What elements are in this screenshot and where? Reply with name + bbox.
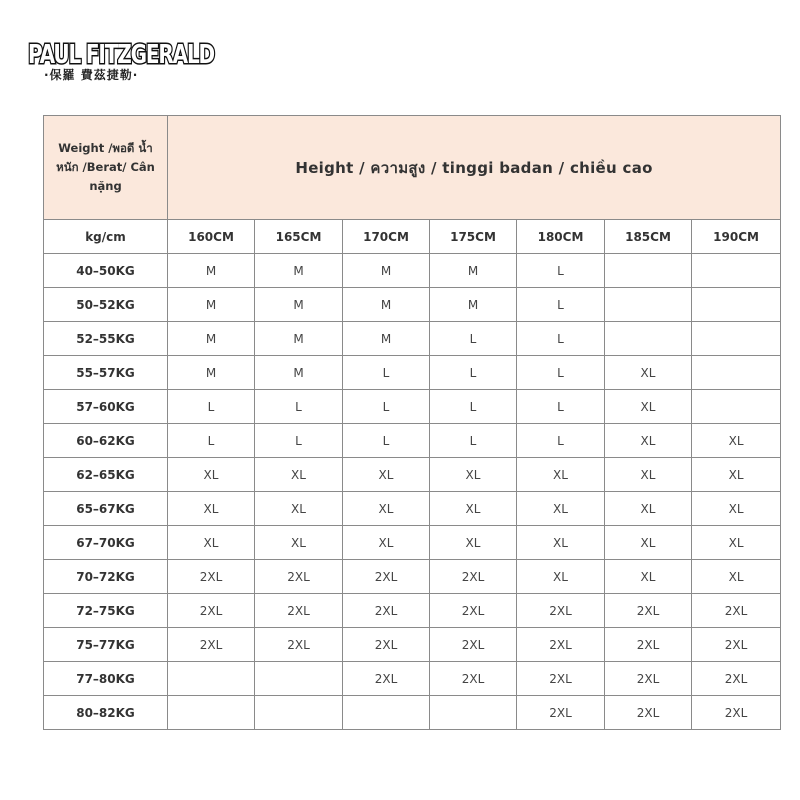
- size-cell: XL: [692, 458, 781, 492]
- size-cell: XL: [168, 492, 255, 526]
- row-weight-label: 72–75KG: [44, 594, 168, 628]
- size-cell: XL: [430, 526, 517, 560]
- row-weight-label: 40–50KG: [44, 254, 168, 288]
- size-cell: 2XL: [168, 628, 255, 662]
- size-cell: L: [517, 356, 605, 390]
- size-cell: XL: [430, 492, 517, 526]
- weight-header: Weight /พอดี น้ำหนัก /Berat/ Cân nặng: [44, 116, 168, 220]
- size-cell: [692, 356, 781, 390]
- size-cell: 2XL: [343, 628, 430, 662]
- size-cell: 2XL: [430, 560, 517, 594]
- brand-subtitle: ·保羅 費茲捷勒·: [44, 68, 139, 82]
- table-row: [44, 696, 781, 730]
- size-cell: 2XL: [605, 594, 692, 628]
- size-cell: [605, 322, 692, 356]
- size-cell: 2XL: [168, 560, 255, 594]
- size-cell: M: [255, 356, 343, 390]
- table-row: [44, 288, 781, 322]
- size-cell: [168, 696, 255, 730]
- size-cell: 2XL: [692, 628, 781, 662]
- size-cell: 2XL: [255, 628, 343, 662]
- row-weight-label: 50–52KG: [44, 288, 168, 322]
- size-cell: 2XL: [517, 628, 605, 662]
- size-cell: 2XL: [430, 662, 517, 696]
- size-cell: L: [517, 322, 605, 356]
- row-weight-label: 67–70KG: [44, 526, 168, 560]
- size-cell: 2XL: [517, 594, 605, 628]
- column-header-height: 185CM: [605, 220, 692, 254]
- column-label-row: [44, 220, 781, 254]
- size-cell: XL: [605, 458, 692, 492]
- table-row: [44, 322, 781, 356]
- size-cell: XL: [692, 526, 781, 560]
- size-cell: 2XL: [430, 594, 517, 628]
- size-cell: XL: [255, 458, 343, 492]
- size-cell: XL: [605, 492, 692, 526]
- row-weight-label: 70–72KG: [44, 560, 168, 594]
- size-cell: 2XL: [255, 594, 343, 628]
- table-row: [44, 526, 781, 560]
- size-cell: [692, 254, 781, 288]
- brand-logo-wordmark: [26, 30, 218, 70]
- row-weight-label: 65–67KG: [44, 492, 168, 526]
- size-cell: M: [343, 254, 430, 288]
- size-cell: 2XL: [343, 662, 430, 696]
- size-cell: XL: [605, 424, 692, 458]
- size-cell: XL: [605, 560, 692, 594]
- size-cell: XL: [168, 526, 255, 560]
- row-weight-label: 80–82KG: [44, 696, 168, 730]
- size-cell: L: [430, 356, 517, 390]
- size-cell: L: [517, 288, 605, 322]
- table-row: [44, 492, 781, 526]
- size-cell: [692, 288, 781, 322]
- size-cell: [255, 696, 343, 730]
- table-row: [44, 458, 781, 492]
- row-weight-label: 62–65KG: [44, 458, 168, 492]
- brand-name-text: PAUL FITZGERALD: [28, 40, 215, 70]
- table-row: [44, 424, 781, 458]
- size-cell: 2XL: [343, 594, 430, 628]
- column-header-height: 165CM: [255, 220, 343, 254]
- size-cell: XL: [430, 458, 517, 492]
- column-header-height: 170CM: [343, 220, 430, 254]
- size-cell: M: [255, 322, 343, 356]
- size-cell: M: [168, 356, 255, 390]
- size-cell: L: [343, 424, 430, 458]
- size-cell: [692, 390, 781, 424]
- size-cell: XL: [343, 458, 430, 492]
- size-cell: M: [168, 288, 255, 322]
- table-row: [44, 662, 781, 696]
- table-row: [44, 628, 781, 662]
- size-cell: XL: [605, 356, 692, 390]
- table-row: [44, 594, 781, 628]
- row-weight-label: 60–62KG: [44, 424, 168, 458]
- size-cell: 2XL: [605, 628, 692, 662]
- size-cell: 2XL: [517, 696, 605, 730]
- size-cell: [255, 662, 343, 696]
- size-cell: M: [430, 288, 517, 322]
- size-cell: 2XL: [692, 594, 781, 628]
- size-cell: 2XL: [255, 560, 343, 594]
- size-cell: M: [168, 254, 255, 288]
- size-cell: XL: [517, 492, 605, 526]
- size-chart-table: [43, 115, 781, 730]
- size-cell: 2XL: [343, 560, 430, 594]
- size-cell: L: [255, 424, 343, 458]
- size-cell: M: [255, 288, 343, 322]
- column-header-height: 180CM: [517, 220, 605, 254]
- row-weight-label: 57–60KG: [44, 390, 168, 424]
- size-cell: L: [168, 424, 255, 458]
- column-header-height: 175CM: [430, 220, 517, 254]
- size-cell: 2XL: [430, 628, 517, 662]
- size-cell: M: [343, 288, 430, 322]
- size-cell: L: [255, 390, 343, 424]
- row-weight-label: 55–57KG: [44, 356, 168, 390]
- size-cell: XL: [255, 492, 343, 526]
- size-cell: XL: [692, 492, 781, 526]
- row-weight-label: 52–55KG: [44, 322, 168, 356]
- size-cell: [430, 696, 517, 730]
- size-cell: XL: [605, 390, 692, 424]
- size-cell: L: [430, 424, 517, 458]
- column-header-height: 190CM: [692, 220, 781, 254]
- size-cell: XL: [692, 424, 781, 458]
- column-header-height: 160CM: [168, 220, 255, 254]
- size-cell: L: [517, 254, 605, 288]
- size-cell: XL: [255, 526, 343, 560]
- height-header: Height / ความสูง / tinggi badan / chiều cao: [168, 116, 781, 220]
- size-cell: 2XL: [605, 696, 692, 730]
- size-cell: XL: [517, 526, 605, 560]
- size-cell: XL: [168, 458, 255, 492]
- row-weight-label: 77–80KG: [44, 662, 168, 696]
- size-cell: XL: [605, 526, 692, 560]
- size-cell: XL: [343, 526, 430, 560]
- size-cell: [605, 254, 692, 288]
- table-row: [44, 254, 781, 288]
- size-cell: 2XL: [692, 696, 781, 730]
- size-cell: XL: [517, 560, 605, 594]
- size-cell: M: [255, 254, 343, 288]
- size-cell: 2XL: [692, 662, 781, 696]
- size-cell: XL: [692, 560, 781, 594]
- size-cell: XL: [517, 458, 605, 492]
- size-cell: M: [343, 322, 430, 356]
- size-cell: L: [517, 390, 605, 424]
- size-cell: [692, 322, 781, 356]
- size-cell: L: [343, 356, 430, 390]
- table-row: [44, 356, 781, 390]
- size-cell: L: [517, 424, 605, 458]
- size-cell: 2XL: [168, 594, 255, 628]
- size-cell: 2XL: [517, 662, 605, 696]
- table-row: [44, 390, 781, 424]
- size-cell: M: [430, 254, 517, 288]
- size-cell: L: [168, 390, 255, 424]
- size-cell: XL: [343, 492, 430, 526]
- size-cell: [168, 662, 255, 696]
- size-cell: 2XL: [605, 662, 692, 696]
- size-cell: L: [430, 322, 517, 356]
- size-cell: [605, 288, 692, 322]
- row-weight-label: 75–77KG: [44, 628, 168, 662]
- size-cell: [343, 696, 430, 730]
- size-cell: M: [168, 322, 255, 356]
- corner-label: kg/cm: [44, 220, 168, 254]
- table-header-row: [44, 116, 781, 220]
- size-cell: L: [430, 390, 517, 424]
- size-cell: L: [343, 390, 430, 424]
- table-row: [44, 560, 781, 594]
